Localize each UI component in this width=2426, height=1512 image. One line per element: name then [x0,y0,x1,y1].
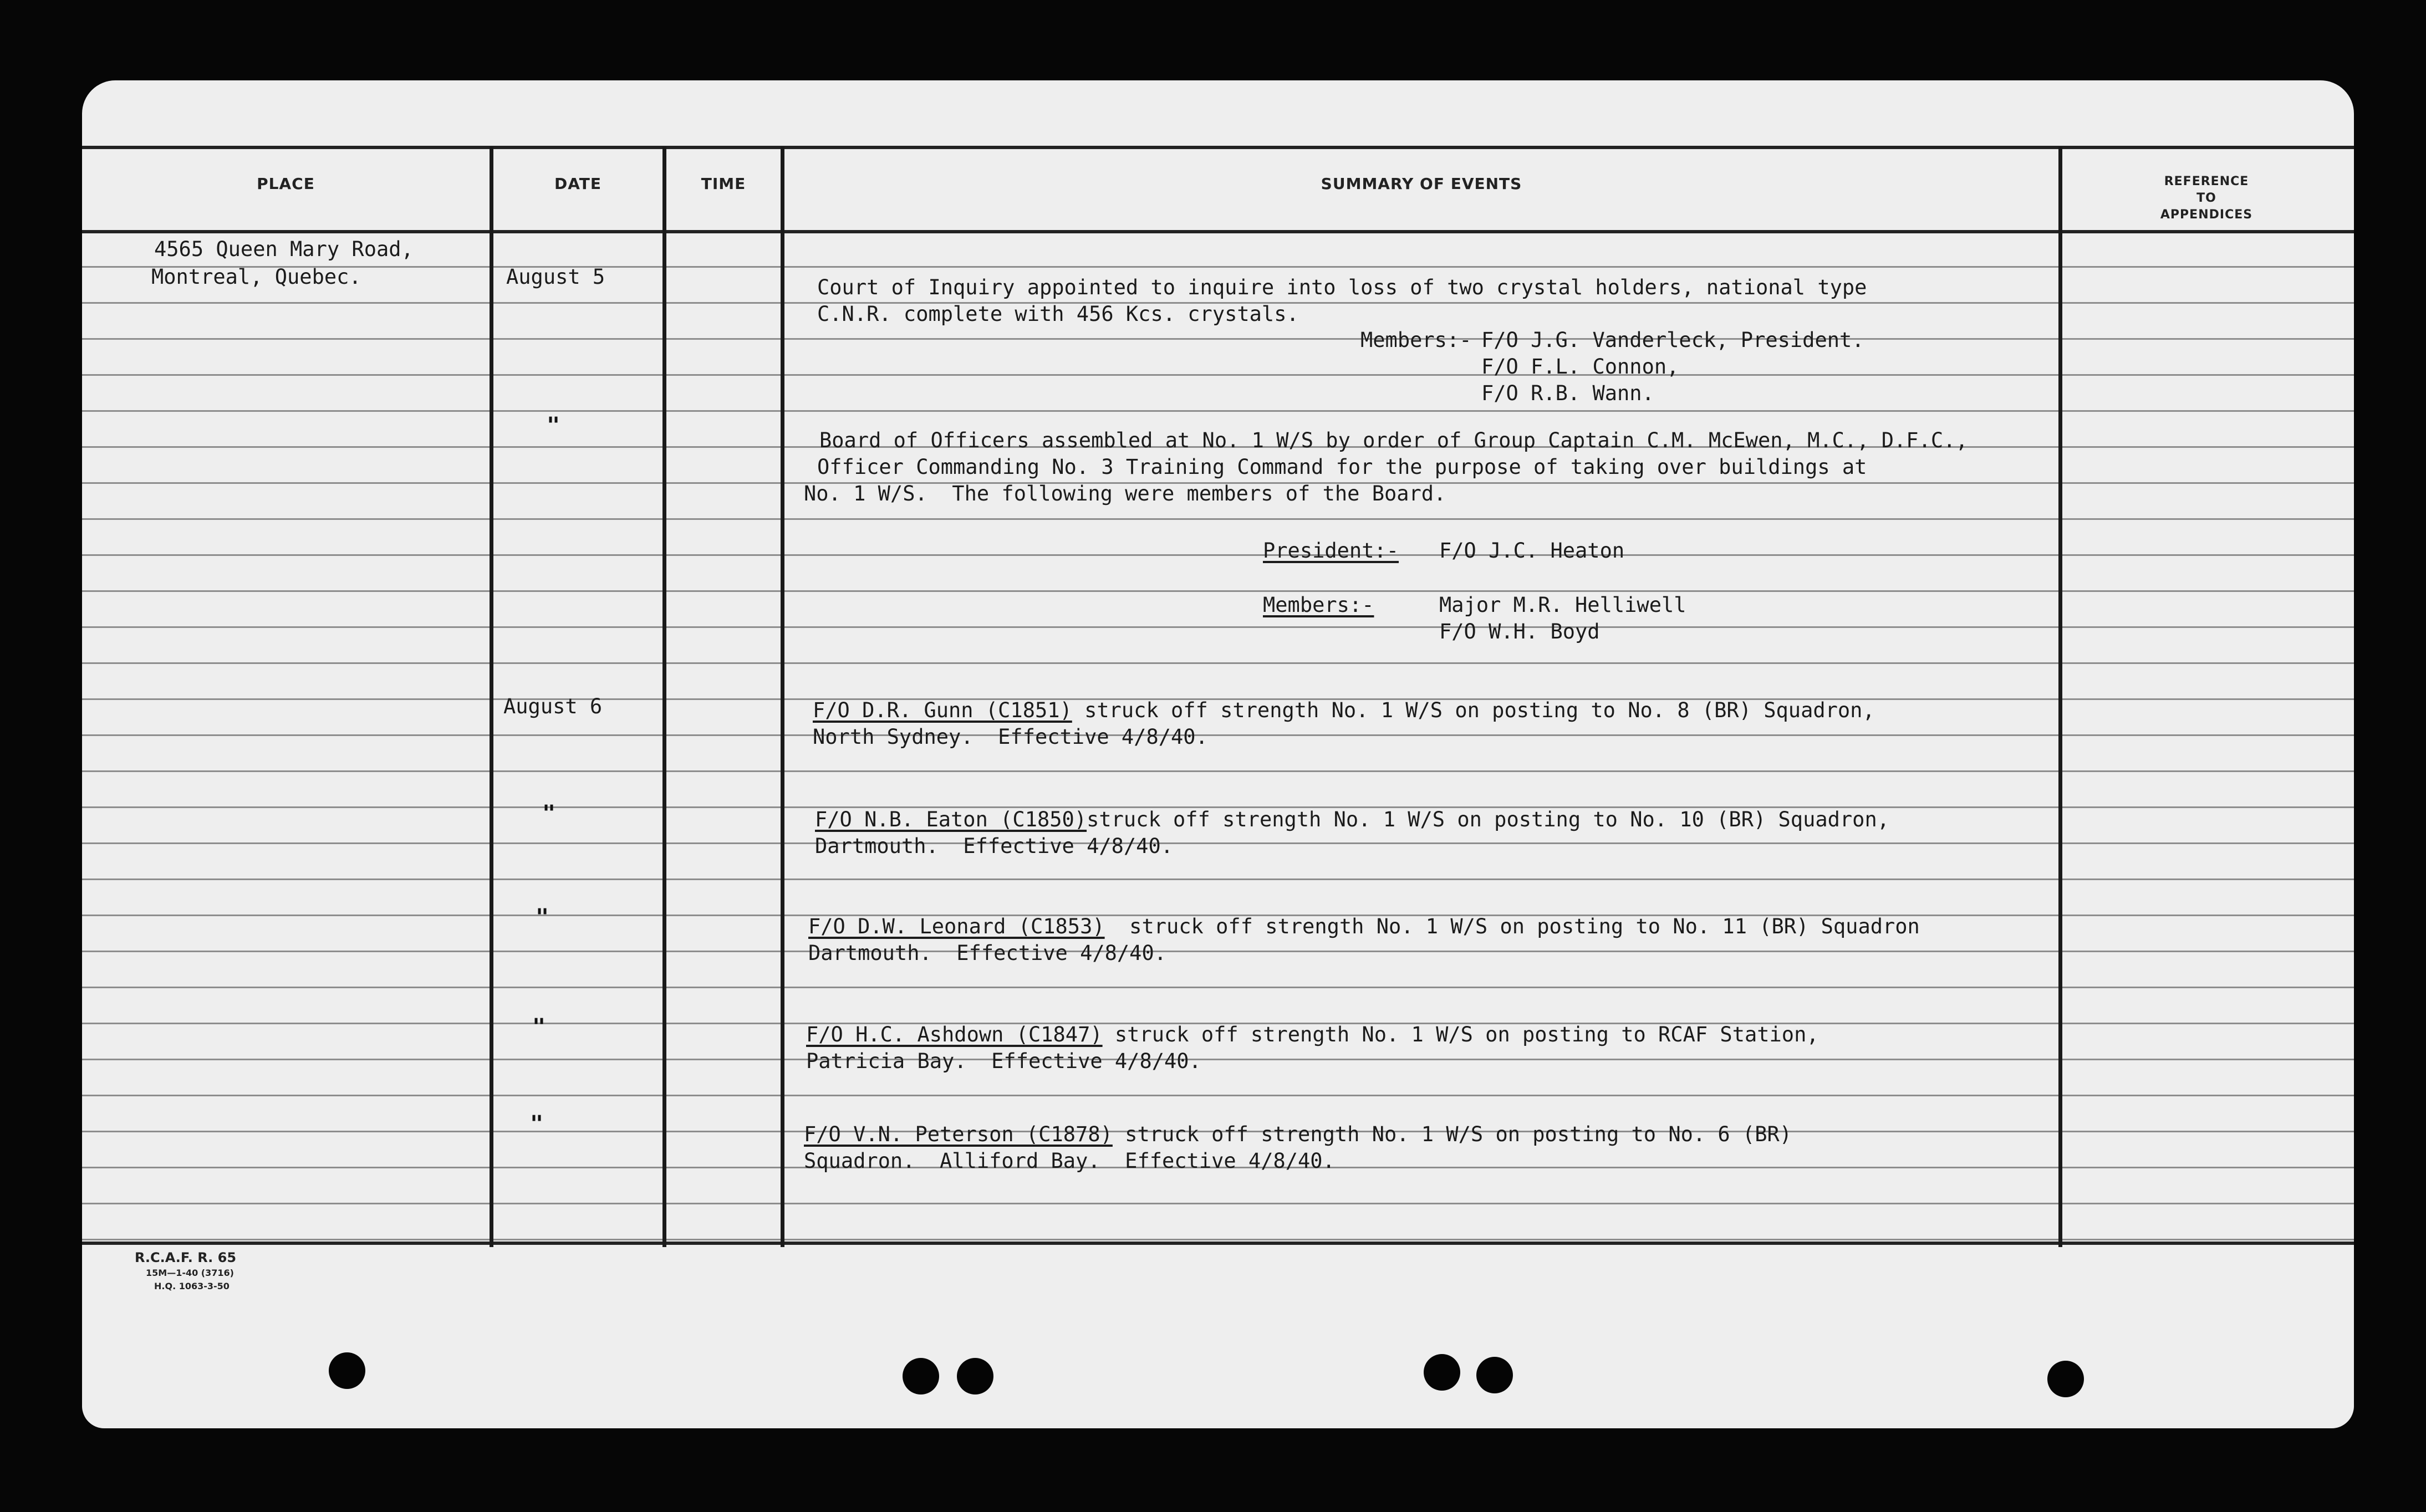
board-line-3: No. 1 W/S. The following were members of the Board. [804,482,1446,505]
punch-hole [2047,1361,2084,1397]
court-members-label: Members:- [1360,328,1472,352]
ditto-mark: " [542,801,556,826]
header-rule [82,230,2354,233]
posting-eaton-line-1: F/O N.B. Eaton (C1850)struck off strength No. 1 W/S on posting to No. 10 (BR) Squadron, [815,808,1890,831]
board-member-2: F/O W.H. Boyd [1439,620,1600,643]
posting-peterson-line-1: F/O V.N. Peterson (C1878) struck off strength No. 1 W/S on posting to No. 6 (BR) [804,1122,1792,1146]
posting-gunn-line-1: F/O D.R. Gunn (C1851) struck off strength No. 1 W/S on posting to No. 8 (BR) Squadron, [813,698,1875,722]
punch-hole [1476,1357,1513,1393]
form-number: R.C.A.F. R. 65 [135,1250,237,1265]
posting-ashdown-line-1: F/O H.C. Ashdown (C1847) struck off strength No. 1 W/S on posting to RCAF Station, [806,1023,1819,1046]
header-date: DATE [554,175,602,193]
posting-ashdown-line-2: Patricia Bay. Effective 4/8/40. [806,1049,1201,1073]
header-summary: SUMMARY OF EVENTS [1321,175,1522,193]
header-place: PLACE [257,175,315,193]
officer-name: F/O H.C. Ashdown (C1847) [806,1023,1103,1046]
print-code: 15M—1-40 (3716) [146,1268,234,1278]
place-line-2: Montreal, Quebec. [151,265,361,289]
court-line-2: C.N.R. complete with 456 Kcs. crystals. [817,302,1299,326]
board-line-1: Board of Officers assembled at No. 1 W/S by order of Group Captain C.M. McEwen, M.C., D.F.C., [819,428,1968,452]
court-line-1: Court of Inquiry appointed to inquire into loss of two crystal holders, national type [817,275,1867,299]
punch-hole [1424,1354,1460,1391]
header-time: TIME [701,175,746,193]
top-rule [82,146,2354,149]
board-president-label: President:- [1263,539,1399,563]
posting-leonard-line-2: Dartmouth. Effective 4/8/40. [808,941,1167,965]
hq-reference: H.Q. 1063-3-50 [154,1281,230,1291]
board-line-2: Officer Commanding No. 3 Training Command for the purpose of taking over buildings at [817,455,1867,479]
court-member-3: F/O R.B. Wann. [1481,381,1654,405]
posting-peterson-line-2: Squadron. Alliford Bay. Effective 4/8/40. [804,1149,1335,1173]
place-line-1: 4565 Queen Mary Road, [154,237,414,261]
divider-place-date [490,147,493,1247]
punch-hole [903,1358,939,1394]
board-members-label: Members:- [1263,593,1374,617]
posting-gunn-line-2: North Sydney. Effective 4/8/40. [813,725,1208,749]
posting-leonard-line-1: F/O D.W. Leonard (C1853) struck off strength No. 1 W/S on posting to No. 11 (BR) Squadron [808,915,1920,938]
divider-time-summary [781,147,784,1247]
posting-eaton-line-2: Dartmouth. Effective 4/8/40. [815,834,1174,858]
date-august-5: August 5 [506,265,605,289]
war-diary-card [82,80,2354,1428]
bottom-rule [82,1242,2354,1245]
divider-summary-reference [2058,147,2062,1247]
court-member-2: F/O F.L. Connon, [1481,355,1679,379]
officer-name: F/O D.W. Leonard (C1853) [808,915,1105,938]
ditto-mark: " [536,905,549,930]
board-president: F/O J.C. Heaton [1439,539,1625,563]
ditto-mark: " [530,1111,544,1137]
officer-name: F/O D.R. Gunn (C1851) [813,698,1072,722]
officer-name: F/O V.N. Peterson (C1878) [804,1122,1113,1146]
ditto-mark: " [532,1014,546,1040]
board-member-1: Major M.R. Helliwell [1439,593,1686,617]
officer-name: F/O N.B. Eaton (C1850) [815,808,1087,831]
punch-hole [329,1352,365,1389]
header-reference: REFERENCE TO APPENDICES [2160,175,2253,222]
divider-date-time [662,147,666,1247]
ditto-mark: " [547,413,560,438]
date-august-6: August 6 [503,694,603,718]
court-member-1: F/O J.G. Vanderleck, President. [1481,328,1864,352]
punch-hole [957,1358,993,1394]
